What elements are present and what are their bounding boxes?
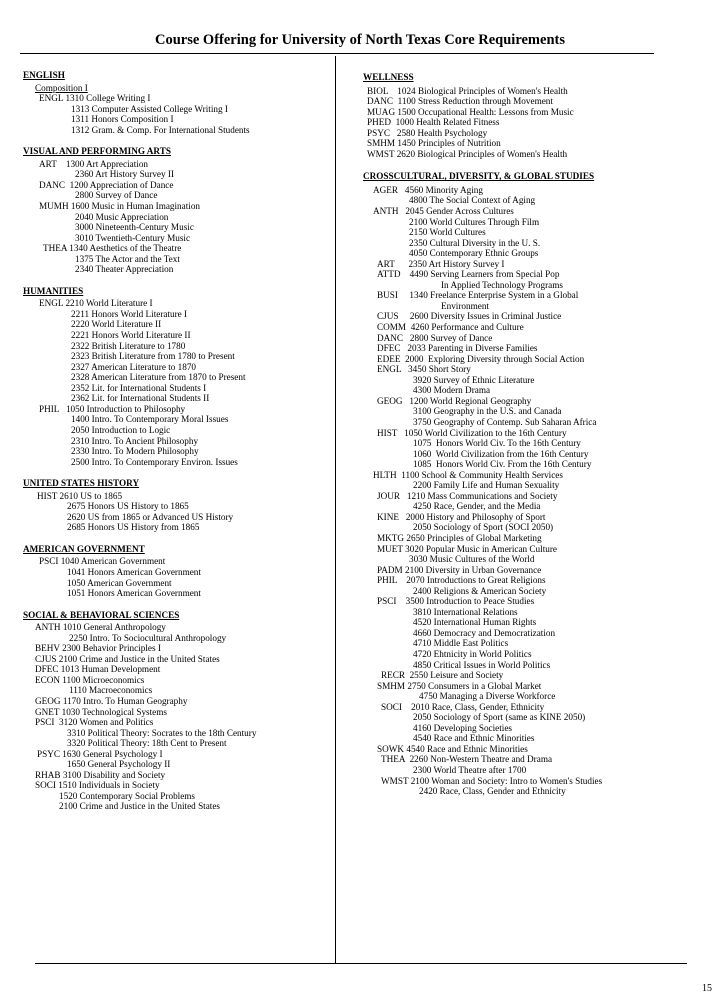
section-subheading: Composition I [35, 82, 88, 93]
course-line: 2322 British Literature to 1780 [71, 340, 186, 351]
course-line: THEA 2260 Non-Western Theatre and Drama [381, 754, 553, 765]
course-line: 3810 International Relations [413, 606, 518, 617]
course-line: 1060 World Civilization from the 16th Century [413, 448, 589, 459]
course-line: DANC 1100 Stress Reduction through Movement [367, 96, 553, 107]
course-line: 1050 American Government [67, 577, 172, 588]
course-line: MUMH 1600 Music in Human Imagination [39, 201, 201, 212]
section-heading: VISUAL AND PERFORMING ARTS [23, 146, 171, 157]
course-line: MKTG 2650 Principles of Global Marketing [377, 532, 542, 543]
course-line: 4540 Race and Ethnic Minorities [413, 733, 535, 744]
course-line: CJUS 2600 Diversity Issues in Criminal Justice [377, 311, 562, 322]
course-line: SMHM 1450 Principles of Nutrition [367, 138, 501, 149]
section-gap [363, 159, 693, 171]
course-line: 3030 Music Cultures of the World [409, 554, 535, 565]
course-line: 4050 Contemporary Ethnic Groups [409, 248, 539, 259]
course-line: 2250 Intro. To Sociocultural Anthropology [69, 632, 227, 643]
course-line: GNET 1030 Technological Systems [35, 706, 167, 717]
course-line: 2040 Music Appreciation [75, 211, 169, 222]
course-line: SMHM 2750 Consumers in a Global Market [377, 680, 542, 691]
course-line: ART 2350 Art History Survey I [377, 258, 505, 269]
column-divider [335, 56, 336, 964]
section-heading: HUMANITIES [23, 285, 84, 296]
course-line: 1313 Computer Assisted College Writing I [71, 103, 228, 114]
course-line: 2350 Cultural Diversity in the U. S. [409, 237, 541, 248]
section-heading: AMERICAN GOVERNMENT [23, 543, 145, 554]
course-line: 1520 Contemporary Social Problems [59, 790, 196, 801]
section-gap [23, 533, 328, 544]
course-line: 2500 Intro. To Contemporary Environ. Issues [71, 456, 238, 467]
course-line: RECR 2550 Leisure and Society [381, 670, 504, 681]
section-gap [23, 599, 328, 610]
course-line: 3920 Survey of Ethnic Literature [413, 374, 535, 385]
course-line: ENGL 3450 Short Story [377, 364, 471, 375]
left-column [23, 70, 328, 812]
course-line: MUAG 1500 Occupational Health: Lessons from Music [367, 106, 574, 117]
course-line: 3100 Geography in the U.S. and Canada [413, 406, 562, 417]
course-line: 4660 Democracy and Democratization [413, 627, 556, 638]
course-line: 2330 Intro. To Modern Philosophy [71, 446, 199, 457]
course-line: 1311 Honors Composition I [71, 114, 174, 125]
course-line: 3320 Political Theory: 18th Cent to Present [67, 738, 227, 749]
course-line: In Applied Technology Programs [441, 279, 563, 290]
course-line: BUSI 1340 Freelance Enterprise System in a Global [377, 290, 579, 301]
course-line: 3000 Nineteenth-Century Music [75, 222, 194, 233]
course-line: 1375 The Actor and the Text [75, 253, 180, 264]
course-line: BIOL 1024 Biological Principles of Women's Health [367, 85, 568, 96]
course-line: 2211 Honors World Literature I [71, 308, 188, 319]
course-line: DFEC 1013 Human Development [35, 664, 161, 675]
course-line: 4520 International Human Rights [413, 617, 537, 628]
course-line: 2400 Religions & American Society [413, 585, 547, 596]
course-line: PSYC 1630 General Psychology I [37, 748, 163, 759]
course-line: 1312 Gram. & Comp. For International Students [71, 124, 250, 135]
section-heading: WELLNESS [363, 72, 414, 82]
section-gap [23, 135, 328, 146]
course-line: 4850 Critical Issues in World Politics [413, 659, 551, 670]
course-line: DANC 1200 Appreciation of Dance [39, 179, 174, 190]
course-line: SOCI 1510 Individuals in Society [35, 780, 160, 791]
course-line: 1041 Honors American Government [67, 566, 201, 577]
course-line: PSYC 2580 Health Psychology [367, 127, 488, 138]
course-line: Environment [441, 300, 489, 311]
course-line: GEOG 1170 Intro. To Human Geography [35, 695, 188, 706]
course-line: 2050 Introduction to Logic [71, 424, 171, 435]
course-line: 2221 Honors World Literature II [71, 330, 191, 341]
section-heading: UNITED STATES HISTORY [23, 478, 140, 489]
course-line: ENGL 1310 College Writing I [39, 93, 151, 104]
page-title: Course Offering for University of North Texas Core Requirements [155, 32, 565, 48]
course-line: 3010 Twentieth-Century Music [75, 232, 191, 243]
course-line: 2420 Race, Class, Gender and Ethnicity [419, 786, 566, 797]
course-line: 1075 Honors World Civ. To the 16th Century [413, 438, 581, 449]
course-line: 2050 Sociology of Sport (SOCI 2050) [413, 522, 554, 533]
course-line: 2360 Art History Survey II [75, 169, 175, 180]
course-line: THEA 1340 Aesthetics of the Theatre [43, 243, 182, 254]
course-line: GEOG 1200 World Regional Geography [377, 395, 532, 406]
course-line: 2328 American Literature from 1870 to Present [71, 372, 246, 383]
course-line: AGER 4560 Minority Aging [373, 184, 483, 195]
course-line: 2100 Crime and Justice in the United States [59, 801, 221, 812]
course-line: 2620 US from 1865 or Advanced US History [67, 511, 234, 522]
course-line: PHED 1000 Health Related Fitness [367, 117, 500, 128]
course-line: 2310 Intro. To Ancient Philosophy [71, 435, 199, 446]
course-line: 2327 American Literature to 1870 [71, 361, 197, 372]
course-line: 2200 Family Life and Human Sexuality [413, 480, 560, 491]
course-line: 2352 Lit. for International Students I [71, 382, 207, 393]
course-line: ART 1300 Art Appreciation [39, 158, 149, 169]
course-line: 2220 World Literature II [71, 319, 162, 330]
course-line: PHIL 2070 Introductions to Great Religions [377, 575, 546, 586]
course-line: 3750 Geography of Contemp. Sub Saharan Africa [413, 416, 597, 427]
course-line: 4250 Race, Gender, and the Media [413, 501, 541, 512]
course-line: 2340 Theater Appreciation [75, 264, 174, 275]
course-line: 4720 Ehtnicity in World Politics [413, 648, 532, 659]
course-line: 2685 Honors US History from 1865 [67, 522, 200, 533]
section-heading: CROSSCULTURAL, DIVERSITY, & GLOBAL STUDIES [363, 171, 595, 182]
course-line: 1085 Honors World Civ. From the 16th Century [413, 459, 592, 470]
course-line: SOWK 4540 Race and Ethnic Minorities [377, 743, 528, 754]
course-line: 2800 Survey of Dance [75, 190, 158, 201]
course-line: 2100 World Cultures Through Film [409, 216, 540, 227]
course-line: 1110 Macroeconomics [69, 685, 153, 696]
course-line: PSCI 1040 American Government [39, 556, 166, 567]
course-line: 4160 Developing Societies [413, 722, 513, 733]
course-line: ENGL 2210 World Literature I [39, 298, 153, 309]
course-line: RHAB 3100 Disability and Society [35, 769, 166, 780]
course-line: KINE 2000 History and Philosophy of Sport [377, 511, 546, 522]
right-column [363, 72, 693, 797]
course-line: 2362 Lit. for International Students II [71, 393, 210, 404]
top-rule [20, 53, 654, 54]
course-line: ANTH 1010 General Anthropology [35, 622, 166, 633]
course-line: ECON 1100 Microeconomics [35, 674, 145, 685]
course-line: HIST 1050 World Civilization to the 16th Century [377, 427, 567, 438]
course-line: EDEE 2000 Exploring Diversity through Social Action [377, 353, 585, 364]
course-line: COMM 4260 Performance and Culture [377, 322, 524, 333]
course-line: 2050 Sociology of Sport (same as KINE 2050) [413, 712, 586, 723]
course-line: SOCI 2010 Race, Class, Gender, Ethnicity [381, 701, 545, 712]
section-heading: ENGLISH [23, 70, 65, 80]
page-number: 15 [702, 983, 712, 994]
section-gap [23, 275, 328, 286]
course-line: 3310 Political Theory: Socrates to the 18th Century [67, 727, 257, 738]
course-line: 1051 Honors American Government [67, 588, 201, 599]
course-line: WMST 2100 Woman and Society: Intro to Women's Studies [381, 775, 603, 786]
course-line: DANC 2800 Survey of Dance [377, 332, 493, 343]
course-line: CJUS 2100 Crime and Justice in the United States [35, 653, 220, 664]
course-line: 4750 Managing a Diverse Workforce [419, 691, 556, 702]
course-line: JOUR 1210 Mass Communications and Society [377, 490, 558, 501]
course-line: 2323 British Literature from 1780 to Present [71, 351, 235, 362]
course-line: WMST 2620 Biological Principles of Women's Health [367, 148, 568, 159]
course-line: HIST 2610 US to 1865 [37, 490, 123, 501]
course-line: PADM 2100 Diversity in Urban Governance [377, 564, 542, 575]
course-line: 2675 Honors US History to 1865 [67, 501, 189, 512]
course-line: 1650 General Psychology II [67, 759, 171, 770]
course-line: PHIL 1050 Introduction to Philosophy [39, 403, 186, 414]
course-line: ATTD 4490 Serving Learners from Special Pop [377, 269, 560, 280]
course-line: PSCI 3500 Introduction to Peace Studies [377, 596, 535, 607]
course-line: PSCI 3120 Women and Politics [35, 717, 154, 728]
course-line: ANTH 2045 Gender Across Cultures [373, 206, 514, 217]
section-gap [23, 467, 328, 478]
course-line: 2150 World Cultures [409, 227, 486, 238]
course-line: 4300 Modern Drama [413, 385, 491, 396]
course-line: 4710 Middle East Politics [413, 638, 509, 649]
course-line: 1400 Intro. To Contemporary Moral Issues [71, 414, 229, 425]
course-line: 2300 World Theatre after 1700 [413, 765, 527, 775]
course-line: 4800 The Social Context of Aging [409, 195, 536, 206]
bottom-rule [35, 963, 687, 964]
course-line: BEHV 2300 Behavior Principles I [35, 643, 161, 654]
course-line: HLTH 1100 School & Community Health Services [373, 469, 563, 480]
section-heading: SOCIAL & BEHAVIORAL SCIENCES [23, 609, 180, 620]
course-line: DFEC 2033 Parenting in Diverse Families [377, 343, 538, 354]
course-line: MUET 3020 Popular Music in American Culture [377, 543, 557, 554]
